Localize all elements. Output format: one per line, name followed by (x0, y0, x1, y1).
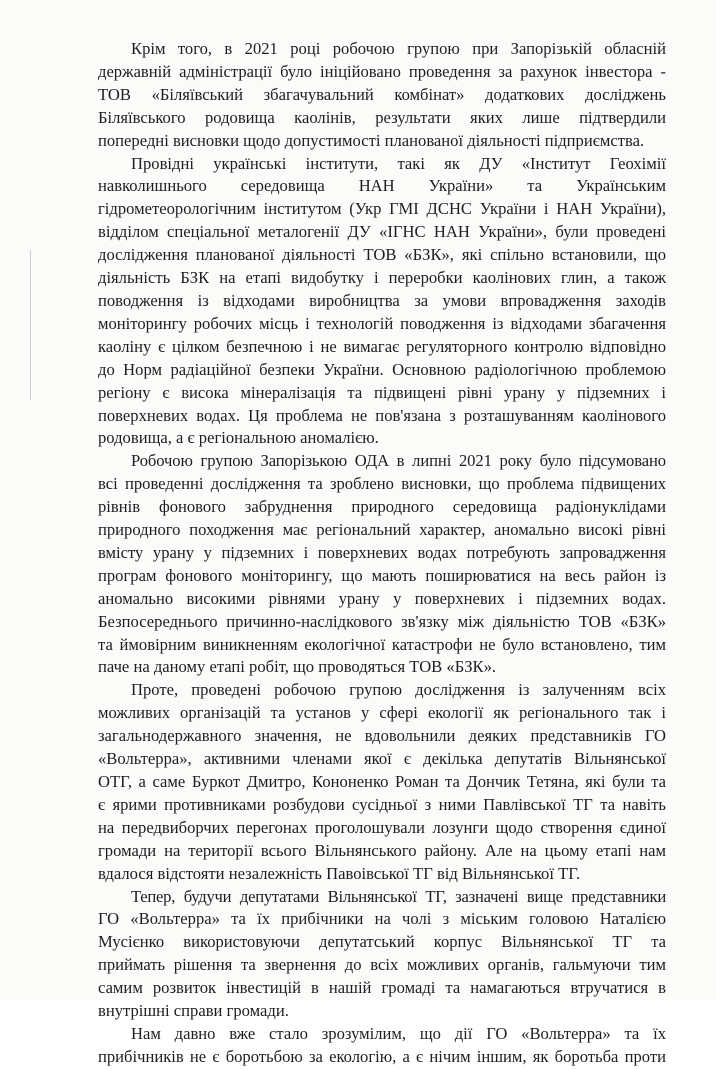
text-line: Біляївського родовища каолінів, результати яких лише підтвердили (98, 107, 666, 127)
text-line: відділом спеціальної металогенії ДУ «ІГНС НАН України», були проведені (98, 222, 666, 242)
text-line: Нам давно вже стало зрозумілим, що дії ГО «Вольтерра» та їх (131, 1023, 666, 1043)
text-line: вдалося відстояти незалежність Павоівської ТГ від Вільнянської ТГ. (98, 863, 581, 883)
text-line: Мусієнко використовуючи депутатський корпус Вільнянської ТГ та (98, 932, 666, 952)
text-line: навколишнього середовища НАН України» та Українським (98, 176, 666, 196)
text-line: вмісту урану у підземних і поверхневих водах потребують запровадження (98, 542, 666, 562)
text-line: ТОВ «Біляївський збагачувальний комбінат» додаткових досліджень (98, 84, 666, 104)
text-line: гідрометеорологічним інститутом (Укр ГМІ ДСНС України і НАН України), (98, 199, 666, 219)
text-line: регіону є висока мінералізація та підвищені рівні урану у підземних і (98, 382, 666, 402)
text-line: Робочою групою Запорізькою ОДА в липні 2021 року було підсумовано (131, 451, 666, 471)
text-line: паче на даному етапі робіт, що проводяться ТОВ «БЗК». (98, 657, 497, 677)
text-line: Провідні українські інститути, такі як ДУ «Інститут Геохімії (131, 153, 666, 173)
text-line: Крім того, в 2021 році робочою групою при Запорізькій обласній (131, 39, 666, 58)
text-line: до Норм радіаційної безпеки України. Основною радіологічною проблемою (98, 359, 666, 379)
text-line: природного походження має регіональний характер, аномально високі рівні (98, 520, 666, 540)
text-line: родовища, а є регіональною аномалією. (98, 428, 379, 448)
text-line: дослідження планованої діяльності ТОВ «БЗК», які спільно встановили, що (98, 245, 666, 265)
paragraph (98, 1023, 666, 1069)
text-line: державній адміністрації було ініційовано проведення за рахунок інвестора - (98, 61, 666, 81)
paragraph (98, 679, 666, 885)
text-line: можливих організацій та установ у сфері екології як регіонального так і (98, 703, 666, 723)
paragraph (98, 153, 666, 451)
text-line: попередні висновки щодо допустимості планованої діяльності підприємства. (98, 130, 645, 150)
text-line: всі проведенні дослідження та зроблено висновки, що проблема підвищених (98, 474, 666, 494)
paragraph (98, 450, 666, 679)
text-line: Безпосереднього причинно-наслідкового зв'язку між діяльністю ТОВ «БЗК» (98, 611, 666, 631)
text-line: аномально високими рівнями урану у поверхневих і підземних водах. (98, 588, 666, 608)
text-line: «Вольтерра», активними членами якої є декілька депутатів Вільнянської (98, 749, 666, 769)
paragraph (98, 886, 666, 1023)
paragraph (98, 38, 666, 153)
text-line: громади на території всього Вільнянського району. Але на цьому етапі нам (98, 840, 666, 860)
text-line: каоліну є цілком безпечною і не вимагає регуляторного контролю відповідно (98, 336, 666, 356)
text-line: є ярими противниками розбудови сусідньої з ними Павлівської ТГ та навіть (98, 794, 666, 814)
text-line: програм фонового моніторингу, що мають поширюватися на весь район із (98, 565, 666, 585)
text-line: загальнодержавного значення, не вдовольнили деяких представників ГО (98, 726, 666, 746)
text-line: ГО «Вольтерра» та їх прибічники на чолі з міським головою Наталією (98, 909, 666, 929)
text-line: Проте, проведені робочою групою дослідження із залученням всіх (131, 680, 666, 700)
text-line: поверхневих водах. Ця проблема не пов'язана з розташуванням каолінового (98, 405, 666, 425)
text-line: моніторингу робочих місць і технологій поводження із відходами збагачення (98, 313, 666, 333)
text-line: внутрішні справи громади. (98, 1001, 289, 1021)
text-line: приймать рішення та звернення до всіх можливих органів, гальмуючи тим (98, 955, 666, 975)
text-line: Тепер, будучи депутатами Вільнянської ТГ, зазначені вище представники (131, 886, 666, 906)
scan-edge-mark (30, 250, 31, 400)
text-line: рівнів фонового забруднення природного середовища радіонуклідами (98, 497, 666, 517)
text-line: на передвиборчих перегонах проголошували лозунги щодо створення єдиної (98, 817, 666, 837)
document-body (98, 38, 666, 1069)
text-line: поводження із відходами виробництва за умови впровадження заходів (98, 290, 666, 310)
text-line: прибічників не є боротьбою за екологію, а є нічим іншим, як боротьба проти (98, 1046, 666, 1066)
text-line: самим розвиток інвестицій в нашій громаді та намагаються втручатися в (98, 978, 666, 998)
text-line: ОТГ, а саме Буркот Дмитро, Кононенко Роман та Дончик Тетяна, які були та (98, 772, 666, 791)
text-line: та ймовірним виникненням екологічної катастрофи не було встановлено, тим (98, 634, 666, 654)
text-line: діяльність БЗК на етапі видобутку і переробки каолінових глин, а також (98, 268, 666, 288)
